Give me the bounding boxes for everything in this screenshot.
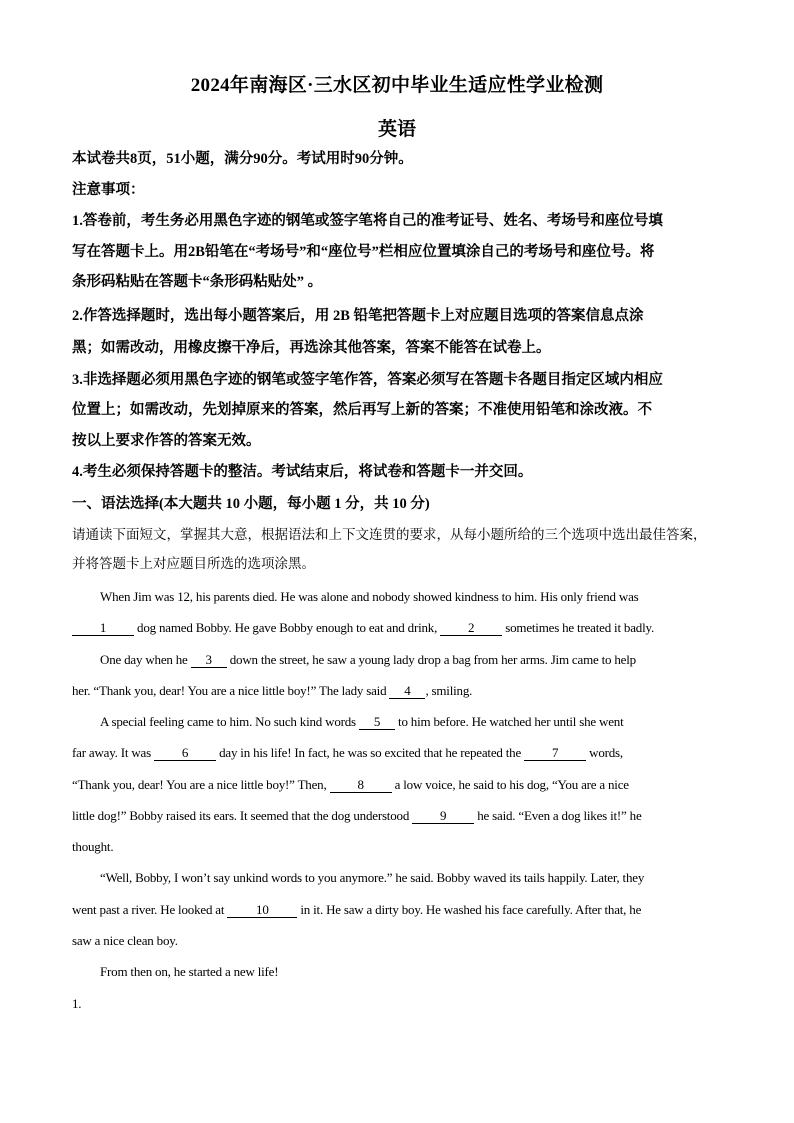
blank-1: 1 (72, 621, 134, 636)
note-1-line-3: 条形码粘贴在答题卡“条形码粘贴处” 。 (72, 274, 323, 290)
note-3-line-1: 3.非选择题必须用黑色字迹的钢笔或签字笔作答，答案必须写在答题卡各题目指定区域内相应 (72, 372, 663, 388)
passage-line: saw a nice clean boy. (72, 933, 178, 948)
question-number: 1. (72, 996, 82, 1011)
note-4-line-1: 4.考生必须保持答题卡的整洁。考试结束后，将试卷和答题卡一并交回。 (72, 464, 533, 480)
passage-line: A special feeling came to him. No such kind words 5 to him before. He watched her until she went (100, 714, 624, 729)
blank-8: 8 (330, 778, 392, 793)
blank-6: 6 (154, 746, 216, 761)
section-instructions-line-1: 请通读下面短文，掌握其大意，根据语法和上下文连贯的要求，从每小题所给的三个选项中选出最佳答案， (72, 527, 707, 542)
notes-heading: 注意事项： (72, 182, 145, 198)
blank-2: 2 (440, 621, 502, 636)
blank-4: 4 (389, 684, 425, 699)
blank-7: 7 (524, 746, 586, 761)
section-instructions-line-2: 并将答题卡上对应题目所选的选项涂黑。 (72, 556, 315, 571)
passage-line: far away. It was 6 day in his life! In fact, he was so excited that he repeated the 7 words, (72, 745, 623, 760)
passage-line: 1 dog named Bobby. He gave Bobby enough to eat and drink, 2 sometimes he treated it badly. (72, 620, 752, 636)
blank-5: 5 (359, 715, 395, 730)
note-3-line-2: 位置上；如需改动，先划掉原来的答案，然后再写上新的答案；不准使用铅笔和涂改液。不 (72, 402, 652, 418)
note-1-line-2: 写在答题卡上。用2B铅笔在“考场号”和“座位号”栏相应位置填涂自己的考场号和座位号。将 (72, 244, 655, 260)
blank-10: 10 (227, 903, 297, 918)
passage-line: When Jim was 12, his parents died. He was alone and nobody showed kindness to him. His only friend was (100, 589, 639, 604)
passage-line: went past a river. He looked at 10 in it. He saw a dirty boy. He washed his face carefully. After that, he (72, 902, 642, 917)
blank-3: 3 (191, 653, 227, 668)
passage-line: thought. (72, 839, 114, 854)
passage-line: “Thank you, dear! You are a nice little boy!” Then, 8 a low voice, he said to his dog, “You are a nice (72, 777, 629, 792)
passage-line: “Well, Bobby, I won’t say unkind words to you anymore.” he said. Bobby waved its tails happily. Later, they (100, 870, 645, 885)
note-2-line-1: 2.作答选择题时，选出每小题答案后，用 2B 铅笔把答题卡上对应题目选项的答案信息点涂 (72, 308, 644, 324)
note-1-line-1: 1.答卷前，考生务必用黑色字迹的钢笔或签字笔将自己的准考证号、姓名、考场号和座位号填 (72, 213, 663, 229)
section-heading: 一、语法选择(本大题共 10 小题，每小题 1 分，共 10 分) (72, 496, 430, 512)
passage-line: little dog!” Bobby raised its ears. It seemed that the dog understood 9 he said. “Even a dog likes it!” he (72, 808, 642, 823)
blank-9: 9 (412, 809, 474, 824)
subject-title: 英语 (377, 119, 416, 140)
note-3-line-3: 按以上要求作答的答案无效。 (72, 433, 261, 449)
note-2-line-2: 黑；如需改动，用橡皮擦干净后，再选涂其他答案，答案不能答在试卷上。 (72, 340, 551, 356)
passage-line: her. “Thank you, dear! You are a nice little boy!” The lady said 4 , smiling. (72, 683, 473, 698)
exam-info: 本试卷共8页，51小题，满分90分。考试用时90分钟。 (72, 151, 413, 167)
passage-line: From then on, he started a new life! (100, 964, 279, 979)
passage-line: One day when he 3 down the street, he saw a young lady drop a bag from her arms. Jim came to help (100, 652, 636, 667)
page-title: 2024年南海区·三水区初中毕业生适应性学业检测 (190, 75, 604, 96)
